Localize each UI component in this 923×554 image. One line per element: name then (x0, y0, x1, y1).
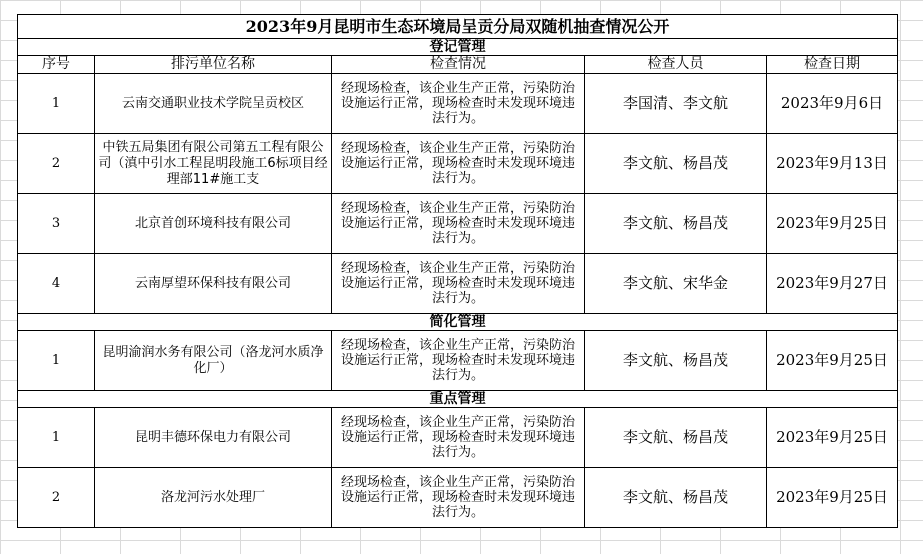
seq-cell[interactable]: 3 (18, 194, 95, 254)
table-row (18, 74, 898, 134)
unit-cell[interactable]: 云南厚望环保科技有限公司 (95, 254, 332, 314)
date-cell[interactable]: 2023年9月27日 (767, 254, 898, 314)
situation-cell[interactable]: 经现场检查，该企业生产正常，污染防治设施运行正常，现场检查时未发现环境违法行为。 (332, 331, 585, 391)
date-cell[interactable]: 2023年9月6日 (767, 74, 898, 134)
column-header-date[interactable]: 检查日期 (767, 56, 898, 74)
seq-cell[interactable]: 2 (18, 468, 95, 528)
inspectors-cell[interactable]: 李文航、杨昌茂 (585, 331, 767, 391)
inspectors-cell[interactable]: 李文航、杨昌茂 (585, 468, 767, 528)
inspectors-cell[interactable]: 李文航、杨昌茂 (585, 134, 767, 194)
date-cell[interactable]: 2023年9月25日 (767, 468, 898, 528)
situation-cell[interactable]: 经现场检查，该企业生产正常，污染防治设施运行正常，现场检查时未发现环境违法行为。 (332, 408, 585, 468)
inspection-table (17, 14, 898, 528)
unit-cell[interactable]: 中铁五局集团有限公司第五工程有限公司（滇中引水工程昆明段施工6标项目经理部11#施工支 (95, 134, 332, 194)
situation-cell[interactable]: 经现场检查，该企业生产正常，污染防治设施运行正常，现场检查时未发现环境违法行为。 (332, 468, 585, 528)
date-cell[interactable]: 2023年9月25日 (767, 408, 898, 468)
seq-cell[interactable]: 4 (18, 254, 95, 314)
situation-cell[interactable]: 经现场检查，该企业生产正常，污染防治设施运行正常，现场检查时未发现环境违法行为。 (332, 254, 585, 314)
seq-cell[interactable]: 1 (18, 74, 95, 134)
table-row (18, 468, 898, 528)
inspectors-cell[interactable]: 李文航、宋华金 (585, 254, 767, 314)
title-row (18, 15, 898, 39)
section-row (18, 391, 898, 408)
unit-cell[interactable]: 北京首创环境科技有限公司 (95, 194, 332, 254)
seq-cell[interactable]: 2 (18, 134, 95, 194)
situation-cell[interactable]: 经现场检查，该企业生产正常，污染防治设施运行正常，现场检查时未发现环境违法行为。 (332, 194, 585, 254)
column-header-situation[interactable]: 检查情况 (332, 56, 585, 74)
column-header-unit[interactable]: 排污单位名称 (95, 56, 332, 74)
unit-cell[interactable]: 昆明丰德环保电力有限公司 (95, 408, 332, 468)
situation-cell[interactable]: 经现场检查，该企业生产正常，污染防治设施运行正常，现场检查时未发现环境违法行为。 (332, 74, 585, 134)
column-header-inspectors[interactable]: 检查人员 (585, 56, 767, 74)
situation-cell[interactable]: 经现场检查，该企业生产正常，污染防治设施运行正常，现场检查时未发现环境违法行为。 (332, 134, 585, 194)
inspectors-cell[interactable]: 李文航、杨昌茂 (585, 194, 767, 254)
inspectors-cell[interactable]: 李国清、李文航 (585, 74, 767, 134)
section-row (18, 314, 898, 331)
table-title[interactable]: 2023年9月昆明市生态环境局呈贡分局双随机抽查情况公开 (18, 15, 898, 39)
date-cell[interactable]: 2023年9月25日 (767, 194, 898, 254)
section-row (18, 39, 898, 56)
unit-cell[interactable]: 洛龙河污水处理厂 (95, 468, 332, 528)
unit-cell[interactable]: 云南交通职业技术学院呈贡校区 (95, 74, 332, 134)
inspectors-cell[interactable]: 李文航、杨昌茂 (585, 408, 767, 468)
table-row (18, 408, 898, 468)
table-row (18, 331, 898, 391)
unit-cell[interactable]: 昆明渝润水务有限公司（洛龙河水质净化厂） (95, 331, 332, 391)
inspection-table-body (18, 15, 898, 528)
date-cell[interactable]: 2023年9月13日 (767, 134, 898, 194)
section-heading[interactable]: 重点管理 (18, 391, 898, 408)
column-header-seq[interactable]: 序号 (18, 56, 95, 74)
section-heading[interactable]: 简化管理 (18, 314, 898, 331)
seq-cell[interactable]: 1 (18, 408, 95, 468)
table-row (18, 194, 898, 254)
seq-cell[interactable]: 1 (18, 331, 95, 391)
section-heading[interactable]: 登记管理 (18, 39, 898, 56)
column-header-row (18, 56, 898, 74)
date-cell[interactable]: 2023年9月25日 (767, 331, 898, 391)
table-row (18, 134, 898, 194)
table-row (18, 254, 898, 314)
